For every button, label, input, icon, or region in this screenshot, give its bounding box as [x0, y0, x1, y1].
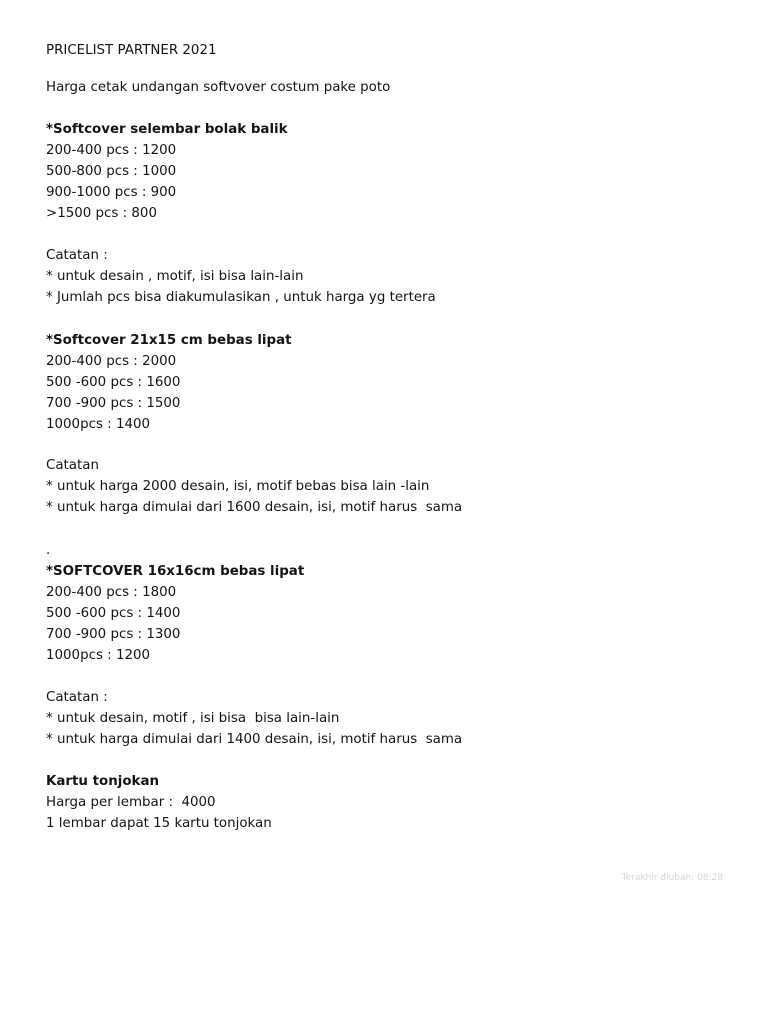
price-line: 1000pcs : 1400	[46, 417, 151, 432]
price-line: 200-400 pcs : 1200	[46, 143, 177, 158]
note-line: * untuk harga dimulai dari 1400 desain, isi, motif harus sama	[46, 732, 463, 747]
section-heading: *Softcover 21x15 cm bebas lipat	[46, 333, 292, 348]
section-heading: *Softcover selembar bolak balik	[46, 122, 288, 137]
price-line: 200-400 pcs : 1800	[46, 585, 177, 600]
section-heading: *SOFTCOVER 16x16cm bebas lipat	[46, 564, 305, 579]
note-line: * untuk harga 2000 desain, isi, motif bebas bisa lain -lain	[46, 479, 430, 494]
separator-dot: .	[46, 543, 51, 558]
last-modified-footer: Terakhir diubah: 08:28	[621, 873, 723, 883]
notes-label: Catatan :	[46, 248, 108, 263]
note-line: * untuk desain , motif, isi bisa lain-lain	[46, 269, 304, 284]
section-heading: Kartu tonjokan	[46, 774, 160, 789]
price-line: 700 -900 pcs : 1500	[46, 396, 181, 411]
price-line: 500 -600 pcs : 1400	[46, 606, 181, 621]
notes-label: Catatan	[46, 458, 99, 473]
note-line: * Jumlah pcs bisa diakumulasikan , untuk harga yg tertera	[46, 290, 436, 305]
price-line: 200-400 pcs : 2000	[46, 354, 177, 369]
price-line: 900-1000 pcs : 900	[46, 185, 177, 200]
notes-label: Catatan :	[46, 690, 108, 705]
price-line: 700 -900 pcs : 1300	[46, 627, 181, 642]
price-line: 500-800 pcs : 1000	[46, 164, 177, 179]
document-title: PRICELIST PARTNER 2021	[46, 43, 217, 58]
info-line: 1 lembar dapat 15 kartu tonjokan	[46, 816, 272, 831]
note-line: * untuk desain, motif , isi bisa bisa lain-lain	[46, 711, 340, 726]
price-line: >1500 pcs : 800	[46, 206, 157, 221]
document-subtitle: Harga cetak undangan softvover costum pake poto	[46, 80, 391, 95]
info-line: Harga per lembar : 4000	[46, 795, 216, 810]
price-line: 1000pcs : 1200	[46, 648, 151, 663]
price-line: 500 -600 pcs : 1600	[46, 375, 181, 390]
note-line: * untuk harga dimulai dari 1600 desain, isi, motif harus sama	[46, 500, 463, 515]
